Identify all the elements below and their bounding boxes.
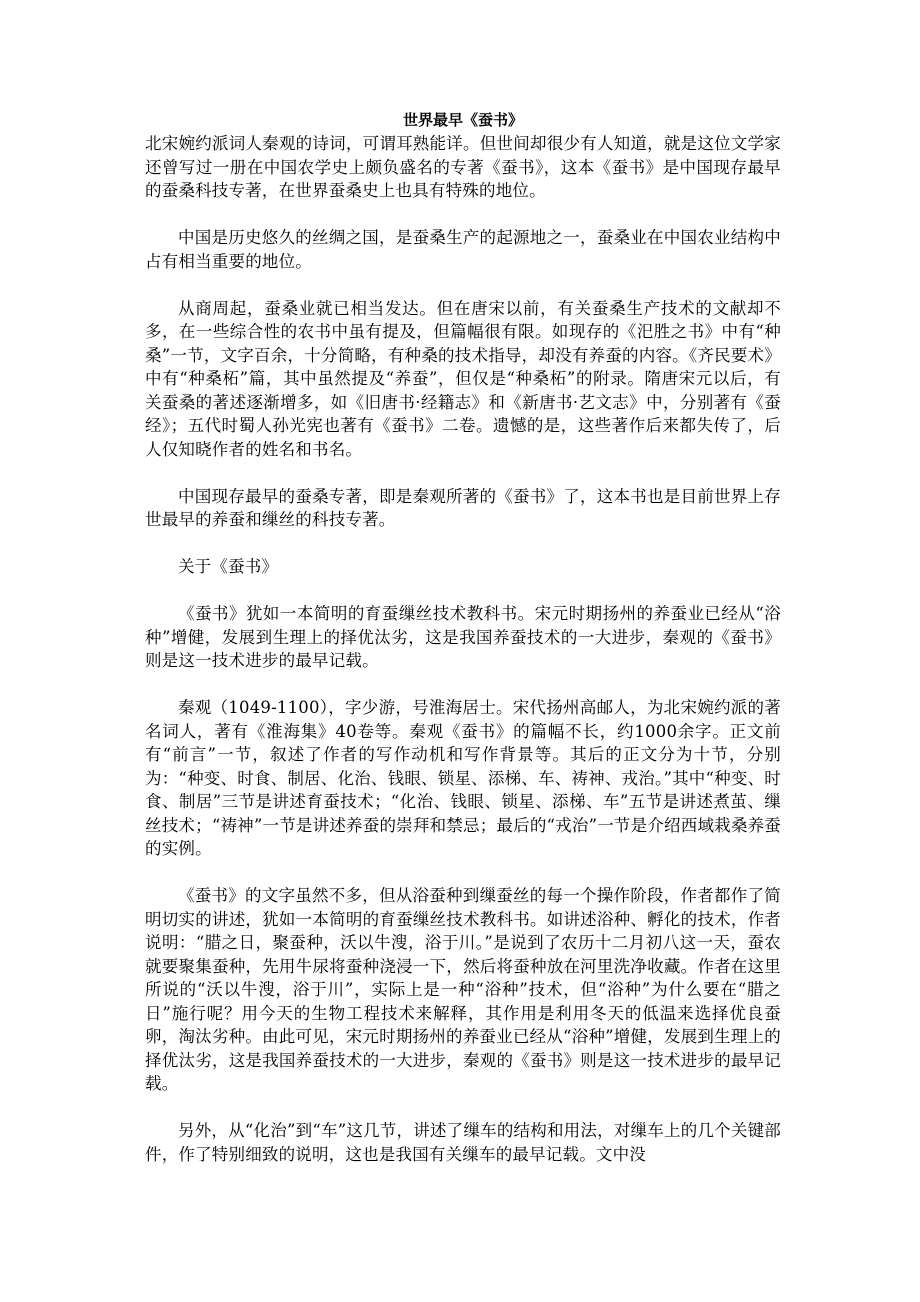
paragraph-history: 从商周起，蚕桑业就已相当发达。但在唐宋以前，有关蚕桑生产技术的文献却不多，在一些综合性的农书中虽有提及，但篇幅很有限。如现存的《汜胜之书》中有“种桑”一节，文字百余，十分简略，有种桑的技术指导，却没有养蚕的内容。《齐民要术》中有“种桑柘”篇，其中虽然提及“养蚕”，但仅是“种桑柘”的附录。隋唐宋元以后，有关蚕桑的著述逐渐增多，如《旧唐书·经籍志》和《新唐书·艺文志》中，分别著有《蚕经》；五代时蜀人孙光宪也著有《蚕书》二卷。遗憾的是，这些著作后来都失传了，后人仅知晓作者的姓名和书名。 [145,298,781,459]
paragraph-silk-country: 中国是历史悠久的丝绸之国，是蚕桑生产的起源地之一，蚕桑业在中国农业结构中占有相当重要的地位。 [145,228,781,271]
paragraph-earliest: 中国现存最早的蚕桑专著，即是秦观所著的《蚕书》了，这本书也是目前世界上存世最早的养蚕和缫丝的科技专著。 [145,486,781,529]
section-heading-about: 关于《蚕书》 [178,557,279,576]
document-page [145,108,781,1190]
paragraph-bathing-seeds: 《蚕书》的文字虽然不多，但从浴蚕种到缫蚕丝的每一个操作阶段，作者都作了简明切实的讲述，犹如一本简明的育蚕缫丝技术教科书。如讲述浴种、孵化的技术，作者说明：“腊之日，聚蚕种，沃以牛溲，浴于川。”是说到了农历十二月初八这一天，蚕农就要聚集蚕种，先用牛尿将蚕种浇浸一下，然后将蚕种放在河里洗净收藏。作者在这里所说的“沃以牛溲，浴于川”，实际上是一种“浴种”技术，但“浴种”为什么要在“腊之日”施行呢？用今天的生物工程技术来解释，其作用是利用冬天的低温来选择优良蚕卵，淘汰劣种。由此可见，宋元时期扬州的养蚕业已经从“浴种”增健，发展到生理上的择优汰劣，这是我国养蚕技术的一大进步，秦观的《蚕书》则是这一技术进步的最早记载。 [145,886,781,1093]
document-title: 世界最早《蚕书》 [402,111,523,129]
paragraph-reeling-machine: 另外，从“化治”到“车”这几节，讲述了缫车的结构和用法，对缫车上的几个关键部件，作了特别细致的说明，这也是我国有关缫车的最早记载。文中没 [145,1121,781,1164]
paragraph-qin-guan: 秦观（1049-1100），字少游，号淮海居士。宋代扬州高邮人，为北宋婉约派的著名词人，著有《淮海集》40卷等。秦观《蚕书》的篇幅不长，约1000余字。正文前有“前言”一节，叙述了作者的写作动机和写作背景等。其后的正文分为十节，分别为：“种变、时食、制居、化治、钱眼、锁星、添梯、车、祷神、戎治。”其中“种变、时食、制居”三节是讲述育蚕技术；“化治、钱眼、锁星、添梯、车”五节是讲述煮茧、缫丝技术；“祷神”一节是讲述养蚕的崇拜和禁忌；最后的“戎治”一节是介绍西域栽桑养蚕的实例。 [145,698,781,858]
paragraph-intro: 北宋婉约派词人秦观的诗词，可谓耳熟能详。但世间却很少有人知道，就是这位文学家还曾写过一册在中国农学史上颇负盛名的专著《蚕书》，这本《蚕书》是中国现存最早的蚕桑科技专著，在世界蚕桑史上也具有特殊的地位。 [145,134,781,200]
paragraph-textbook: 《蚕书》犹如一本简明的育蚕缫丝技术教科书。宋元时期扬州的养蚕业已经从“浴种”增健，发展到生理上的择优汰劣，这是我国养蚕技术的一大进步，秦观的《蚕书》则是这一技术进步的最早记载。 [145,604,781,670]
